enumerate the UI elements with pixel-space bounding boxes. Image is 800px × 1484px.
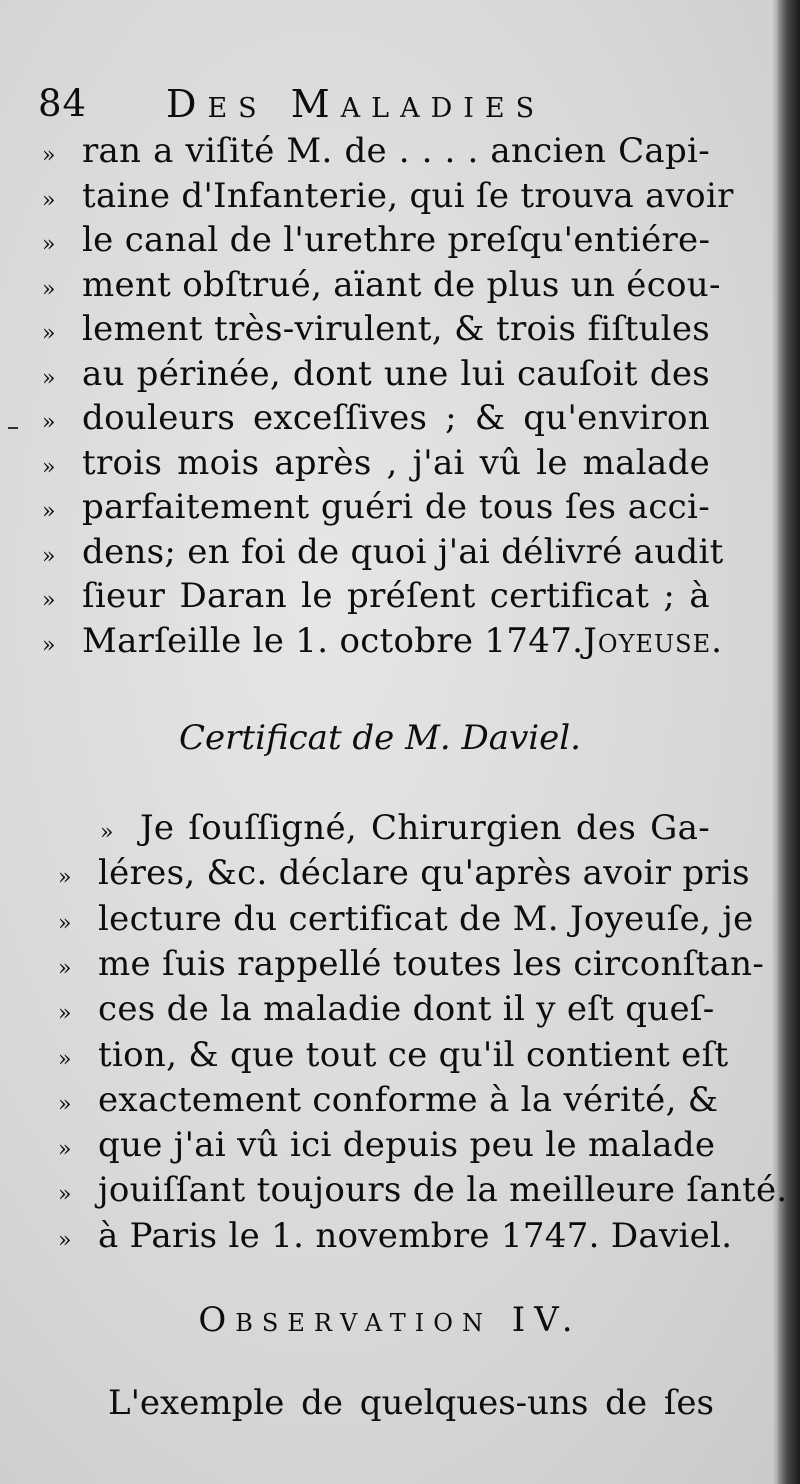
text-line <box>42 351 710 397</box>
line-text: tion, & que tout ce qu'il contient eſt <box>98 1034 729 1075</box>
text-line <box>58 896 754 942</box>
margin-mark <box>8 427 18 429</box>
quote-mark: » <box>58 1091 72 1117</box>
text-line <box>42 128 710 174</box>
quote-mark: » <box>42 454 56 480</box>
line-text: ran a viſité M. de . . . . ancien Capi- <box>82 131 710 171</box>
line-text: trois mois après , j'ai vû le malade <box>82 442 710 483</box>
line-text: me ſuis rappellé toutes les circonſtan- <box>98 943 765 984</box>
line-text: Je ſouſſigné, Chirurgien des Ga- <box>140 808 710 848</box>
text-line <box>42 529 724 575</box>
text-line <box>58 1032 729 1078</box>
line-text: au périnée, dont une lui cauſoit des <box>82 353 710 394</box>
line-text: léres, &c. déclare qu'après avoir pris <box>98 853 750 894</box>
line-text: lement très-virulent, & trois fiſtules <box>82 309 710 349</box>
quote-mark: » <box>42 543 56 569</box>
running-title: Des Maladies <box>166 82 546 126</box>
quote-mark: » <box>42 143 56 168</box>
quote-mark: » <box>42 410 56 435</box>
text-line <box>42 573 710 619</box>
quote-mark: » <box>58 1227 72 1253</box>
quote-mark: » <box>42 588 56 613</box>
signature-joyeuse: Joyeuse. <box>583 620 723 661</box>
quote-mark: » <box>42 232 56 257</box>
quote-mark: » <box>58 1046 72 1072</box>
text-line <box>42 440 710 486</box>
quote-mark: » <box>58 865 72 891</box>
line-text: lecture du certificat de M. Joyeuſe, je <box>98 898 754 939</box>
line-text: le canal de l'urethre preſqu'entiére- <box>82 220 711 260</box>
line-text <box>82 618 723 664</box>
page-number: 84 <box>38 82 88 125</box>
text-line <box>58 1167 788 1213</box>
line-text: jouiſſant toujours de la meilleure ſanté. <box>98 1170 788 1211</box>
quote-mark: » <box>42 276 56 302</box>
quote-mark: » <box>58 1182 72 1208</box>
quote-mark: » <box>58 1137 72 1163</box>
text-line <box>42 395 710 441</box>
text-line <box>42 262 721 308</box>
text-line <box>58 1213 733 1259</box>
text-line <box>58 941 765 987</box>
text-line <box>42 484 710 530</box>
observation-heading: Observation IV. <box>198 1300 582 1340</box>
quote-mark: » <box>42 187 56 213</box>
quote-mark: » <box>58 955 72 981</box>
text-line <box>58 986 715 1032</box>
line-text: dens; en foi de quoi j'ai délivré audit <box>82 531 724 572</box>
quote-mark: » <box>100 820 114 845</box>
book-gutter-shadow <box>778 0 800 1484</box>
quote-mark: » <box>42 365 56 391</box>
line-text: parfaitement guéri de tous ſes acci- <box>82 487 710 527</box>
text-line <box>42 173 734 219</box>
line-text: à Paris le 1. novembre 1747. Daviel. <box>98 1215 733 1256</box>
quote-mark: » <box>58 1001 72 1027</box>
line-text: ment obſtrué, aïant de plus un écou- <box>82 264 721 305</box>
line-text: ces de la maladie dont il y eſt queſ- <box>98 989 715 1030</box>
text-line <box>100 805 710 851</box>
text-line <box>42 306 710 352</box>
line-text: ſieur Daran le préſent certificat ; à <box>82 576 710 616</box>
line-text: exactement conforme à la vérité, & <box>98 1079 719 1120</box>
quote-mark: » <box>42 632 56 658</box>
quote-mark: » <box>42 321 56 346</box>
text-line <box>58 850 750 896</box>
quote-mark: » <box>42 499 56 524</box>
text-line <box>58 1122 716 1168</box>
paragraph-start-line: L'exemple de quelques-uns de ſes <box>108 1383 714 1423</box>
subheading-certificat-daviel: Certificat de M. Daviel. <box>179 718 581 758</box>
line-text: douleurs exceſſives ; & qu'environ <box>82 398 710 438</box>
text-line-final <box>42 618 723 664</box>
page-header <box>38 82 758 132</box>
date-text: Marſeille le 1. octobre 1747. <box>82 620 584 661</box>
quote-mark: » <box>58 910 72 936</box>
text-line <box>58 1077 719 1123</box>
line-text: taine d'Infanterie, qui ſe trouva avoir <box>82 175 734 216</box>
text-line <box>42 217 710 263</box>
line-text: que j'ai vû ici depuis peu le malade <box>98 1125 716 1166</box>
